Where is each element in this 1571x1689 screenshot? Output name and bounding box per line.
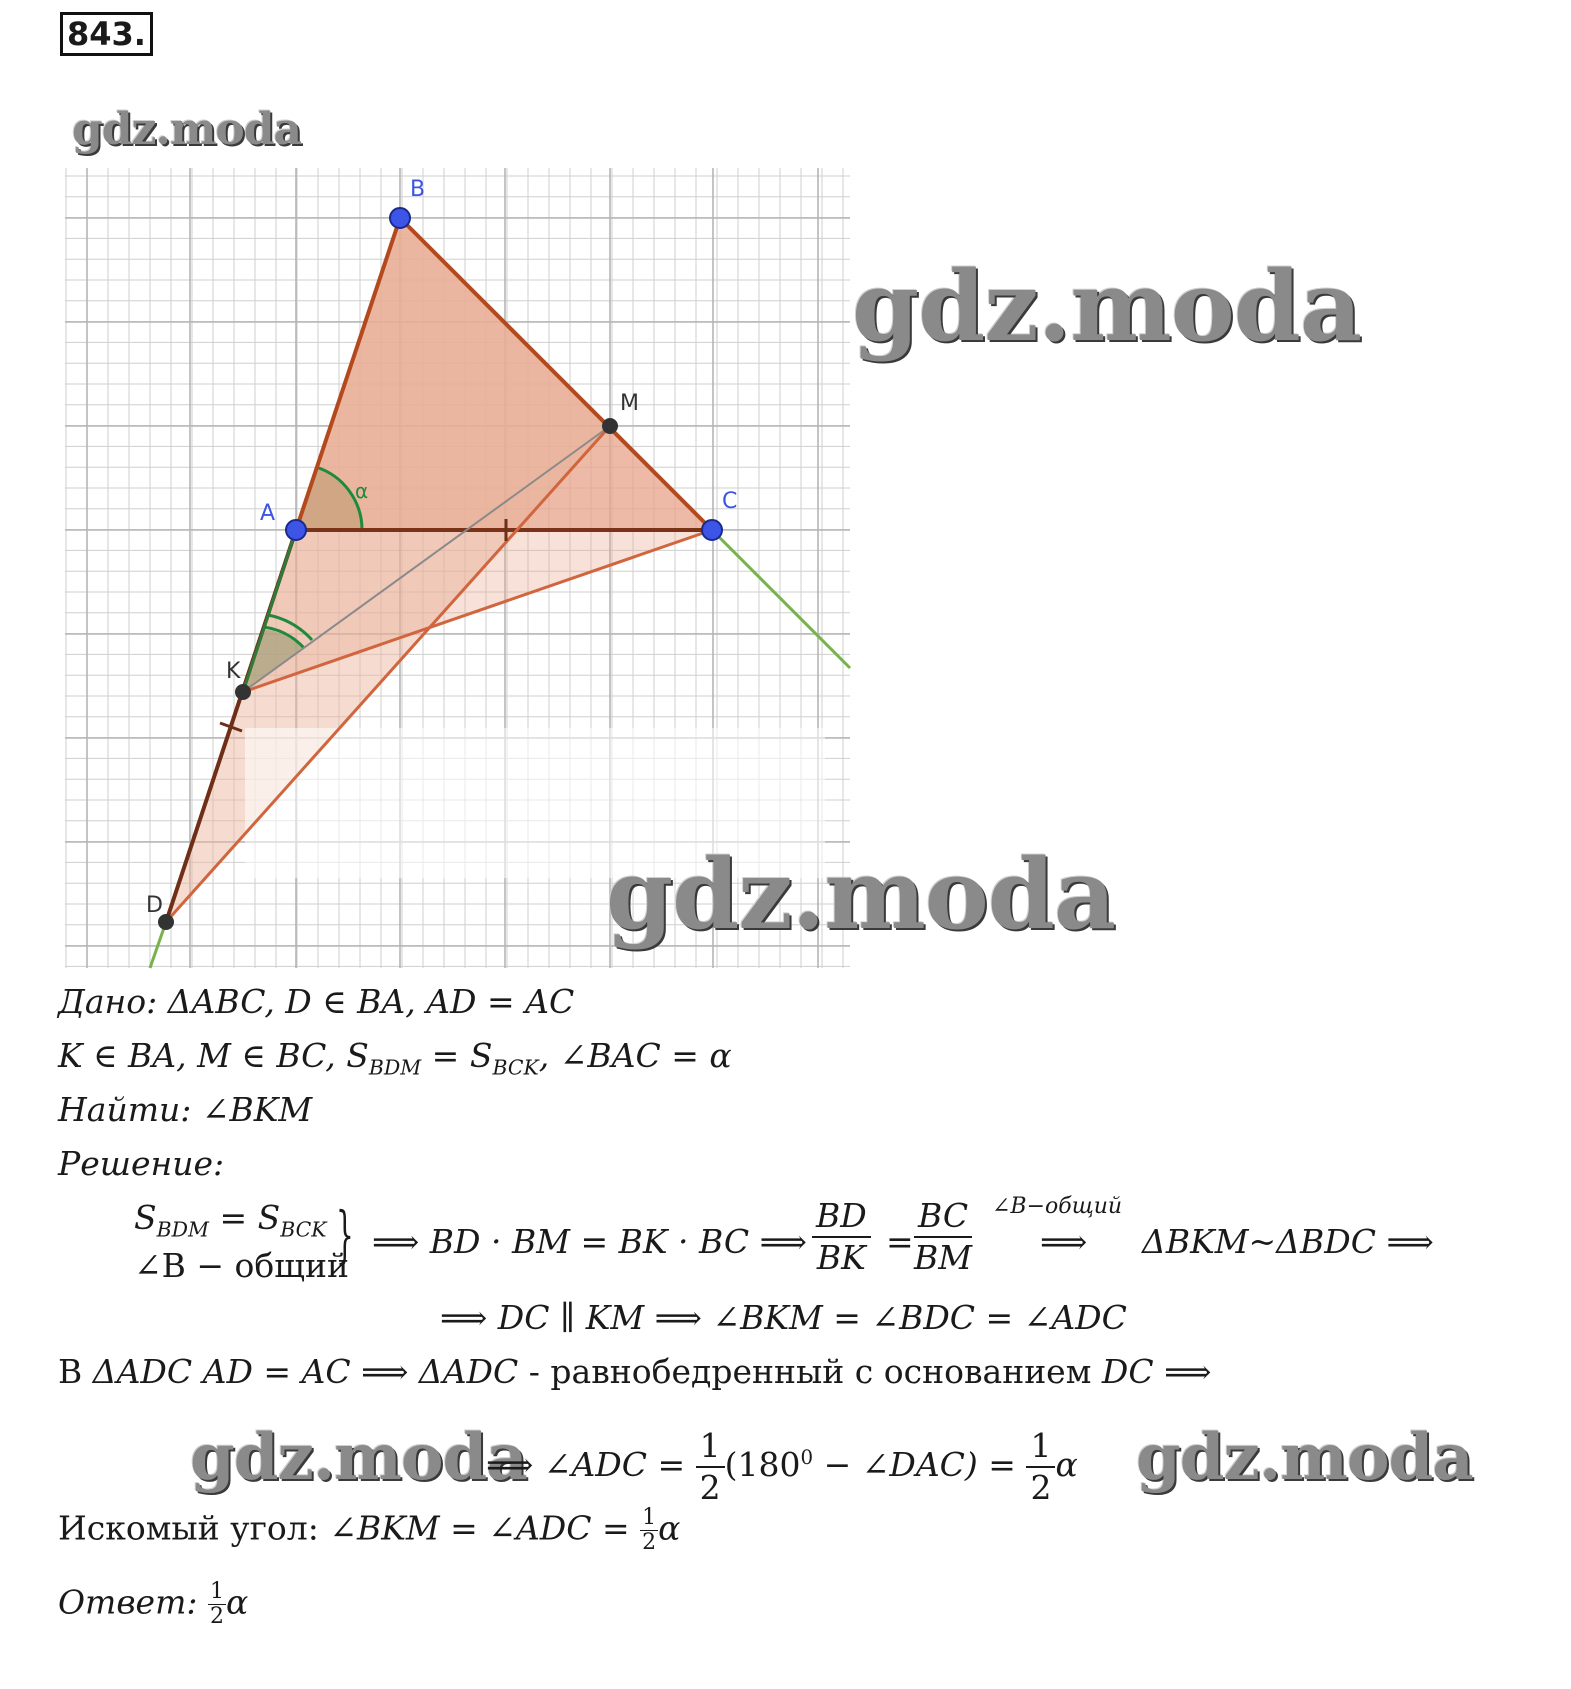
find-label: Найти: bbox=[58, 1090, 192, 1129]
numerator: BC bbox=[914, 1196, 972, 1238]
text: Искомый угол: bbox=[58, 1508, 330, 1548]
geometry-figure bbox=[0, 0, 860, 980]
answer-line bbox=[58, 1580, 248, 1629]
math-text: (180 bbox=[724, 1445, 801, 1484]
given-text: K ∈ BA, M ∈ BC, S bbox=[58, 1036, 369, 1075]
fraction-bc-bm bbox=[914, 1196, 972, 1278]
text: : bbox=[186, 1582, 198, 1622]
implication-line: ⟹ BD · BM = BK · BC ⟹ bbox=[372, 1222, 807, 1261]
denominator: BK bbox=[816, 1238, 866, 1277]
point-a bbox=[286, 520, 306, 540]
alpha: α bbox=[1055, 1445, 1078, 1484]
answer-label: Ответ bbox=[58, 1582, 187, 1622]
given-text: , ∠BAC = α bbox=[538, 1036, 732, 1075]
alpha: α bbox=[658, 1508, 681, 1548]
find-value: ∠BKM bbox=[201, 1090, 313, 1129]
subscript: BCK bbox=[280, 1217, 327, 1242]
denominator: 2 bbox=[642, 1530, 657, 1555]
text: - равнобедренный с основанием bbox=[518, 1352, 1102, 1391]
watermark: gdz.moda bbox=[190, 1420, 527, 1495]
point-k bbox=[235, 684, 251, 700]
given-text: = S bbox=[421, 1036, 493, 1075]
point-m bbox=[602, 418, 618, 434]
label-b: B bbox=[410, 177, 426, 202]
subscript: BCK bbox=[492, 1055, 539, 1080]
denominator: 2 bbox=[210, 1604, 224, 1629]
math-text: − ∠DAC) = bbox=[813, 1445, 1016, 1484]
label-m: M bbox=[620, 391, 639, 416]
math-text: ΔADC AD = AC ⟹ ΔADC bbox=[92, 1352, 519, 1391]
given-text: : ΔABC, D ∈ BA, AD = AC bbox=[146, 982, 575, 1021]
denominator: 2 bbox=[1030, 1468, 1052, 1507]
subscript: BDM bbox=[368, 1055, 422, 1080]
solution-line-4 bbox=[486, 1426, 1078, 1508]
numerator: 1 bbox=[1026, 1426, 1055, 1468]
given-label: Дано bbox=[58, 982, 147, 1021]
text: В bbox=[58, 1352, 93, 1391]
system-brace: } bbox=[336, 1198, 354, 1271]
math-text: S bbox=[134, 1198, 157, 1237]
math-text: = S bbox=[208, 1198, 281, 1237]
superscript: 0 bbox=[800, 1446, 814, 1469]
label-d: D bbox=[146, 893, 163, 918]
numerator: 1 bbox=[642, 1505, 657, 1530]
watermark: gdz.moda bbox=[852, 250, 1362, 363]
numerator: BD bbox=[812, 1196, 871, 1238]
arrow: ⟹ bbox=[1040, 1222, 1088, 1261]
alpha: α bbox=[226, 1582, 249, 1622]
math-text: ∠BKM = ∠ADC = bbox=[329, 1508, 630, 1548]
arrow-note: ∠B−общий bbox=[992, 1194, 1123, 1219]
denominator: BM bbox=[914, 1238, 973, 1277]
watermark: gdz.moda bbox=[72, 104, 302, 155]
numerator: 1 bbox=[210, 1579, 224, 1604]
subscript: BDM bbox=[156, 1217, 209, 1242]
watermark: gdz.moda bbox=[1136, 1420, 1473, 1495]
label-alpha: α bbox=[355, 479, 369, 503]
watermark: gdz.moda bbox=[606, 838, 1116, 951]
solution-line-3 bbox=[58, 1352, 1211, 1392]
label-k: K bbox=[226, 659, 241, 684]
similarity-text: ΔBKM~ΔBDC ⟹ bbox=[1142, 1222, 1434, 1261]
given-line-2 bbox=[58, 1036, 732, 1088]
system-line-2: ∠B − общий bbox=[134, 1246, 349, 1285]
math-text: DC ⟹ bbox=[1101, 1352, 1212, 1391]
math-text: ⟹ ∠ADC = bbox=[486, 1445, 686, 1484]
problem-number: 843. bbox=[60, 12, 153, 56]
triangle-bck bbox=[243, 218, 712, 692]
given-line-1 bbox=[58, 982, 574, 1022]
solution-line-2: ⟹ DC ∥ KM ⟹ ∠BKM = ∠BDC = ∠ADC bbox=[440, 1298, 1127, 1337]
point-c bbox=[702, 520, 722, 540]
point-b bbox=[390, 208, 410, 228]
label-a: A bbox=[260, 501, 276, 526]
equals-sign: = bbox=[886, 1222, 914, 1261]
label-c: C bbox=[722, 489, 738, 514]
sought-line bbox=[58, 1506, 680, 1555]
numerator: 1 bbox=[696, 1426, 725, 1468]
fraction-bd-bk bbox=[812, 1196, 871, 1278]
denominator: 2 bbox=[699, 1468, 721, 1507]
solution-label: Решение: bbox=[58, 1144, 225, 1183]
find-line bbox=[58, 1090, 312, 1130]
system-line-1 bbox=[134, 1198, 327, 1250]
